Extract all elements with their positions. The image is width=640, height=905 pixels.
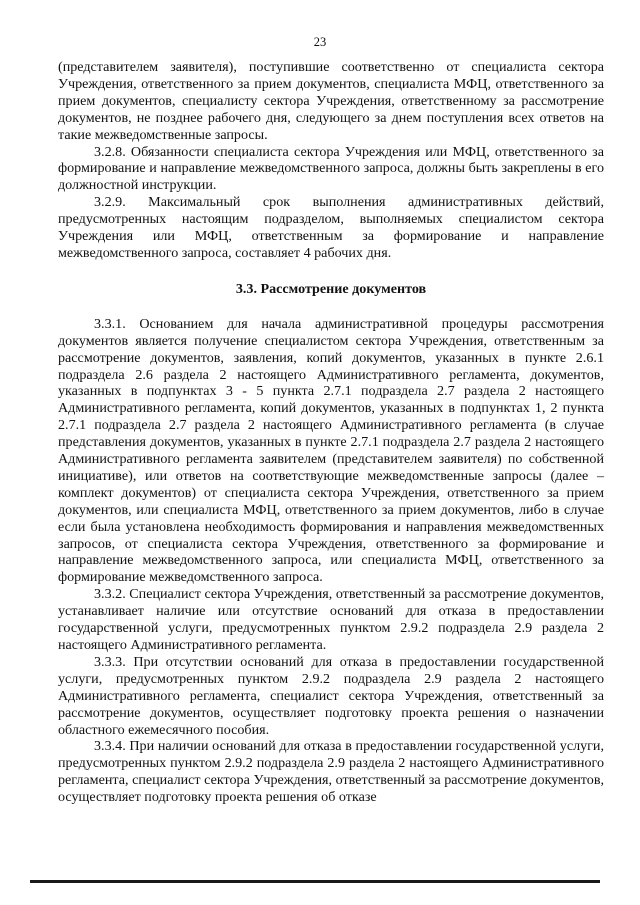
document-body [58, 59, 604, 806]
paragraph-continuation: (представителем заявителя), поступившие соответственно от специалиста сектора Учреждения, ответственного за прием документов, специалиста МФЦ, ответственного за прием документов, специалисту сектора Учреждения, ответственному за рассмотрение документов, не позднее рабочего дня, следующего за днем поступления всех ответов на такие межведомственные запросы. [58, 59, 604, 143]
bottom-rule [30, 880, 600, 883]
paragraph-3-3-3: 3.3.3. При отсутствии оснований для отказа в предоставлении государственной услуги, предусмотренных пунктом 2.9.2 подраздела 2.9 раздела 2 настоящего Административного регламента, специалист сектора Учреждения, ответственный за рассмотрение документов, осуществляет подготовку проекта решения о назначении областного ежемесячного пособия. [58, 653, 604, 738]
paragraph-3-2-9: 3.2.9. Максимальный срок выполнения административных действий, предусмотренных настоящим подразделом, выполняемых специалистом сектора Учреждения или МФЦ, ответственным за формирование и направление межведомственного запроса, составляет 4 рабочих дня. [58, 194, 604, 261]
paragraph-3-3-2: 3.3.2. Специалист сектора Учреждения, ответственный за рассмотрение документов, устанавливает наличие или отсутствие оснований для отказа в предоставлении государственной услуги, предусмотренных пунктом 2.9.2 подраздела 2.9 раздела 2 настоящего Административного регламента. [58, 586, 604, 653]
paragraph-3-3-4: 3.3.4. При наличии оснований для отказа в предоставлении государственной услуги, предусмотренных пунктом 2.9.2 подраздела 2.9 раздела 2 настоящего Административного регламента, специалист сектора Учреждения, ответственный за рассмотрение документов, осуществляет подготовку проекта решения об отказе [58, 738, 604, 806]
paragraph-3-2-8: 3.2.8. Обязанности специалиста сектора Учреждения или МФЦ, ответственного за формирование и направление межведомственного запроса, должны быть закреплены в его должностной инструкции. [58, 143, 604, 194]
section-heading: 3.3. Рассмотрение документов [235, 280, 427, 297]
paragraph-3-3-1: 3.3.1. Основанием для начала административной процедуры рассмотрения документов является получение специалистом сектора Учреждения, ответственным за рассмотрение документов, заявления, копий документов, указанных в пункте 2.6.1 подраздела 2.6 раздела 2 настоящего Административного регламента, документов, указанных в подпунктах 3 - 5 пункта 2.7.1 подраздела 2.7 раздела 2 настоящего Административного регламента, копий документов, указанных в подпунктах 1, 2 пункта 2.7.1 подраздела 2.7 раздела 2 настоящего Административного регламента (в случае представления документов, указанных в пункте 2.7.1 подраздела 2.7 раздела 2 настоящего Административного регламента заявителем (представителем заявителя) по собственной инициативе), или ответов на соответствующие межведомственные запросы (далее – комплект документов) от специалиста сектора Учреждения, ответственного за прием документов, или специалиста МФЦ, ответственного за прием документов, либо в случае если была установлена необходимость формирования и направления межведомственных запросов, от специалиста сектора Учреждения, ответственного за формирование и направление межведомственного запроса, или специалиста МФЦ, ответственного за формирование межведомственного запроса. [58, 315, 604, 586]
page-number: 23 [313, 35, 327, 49]
